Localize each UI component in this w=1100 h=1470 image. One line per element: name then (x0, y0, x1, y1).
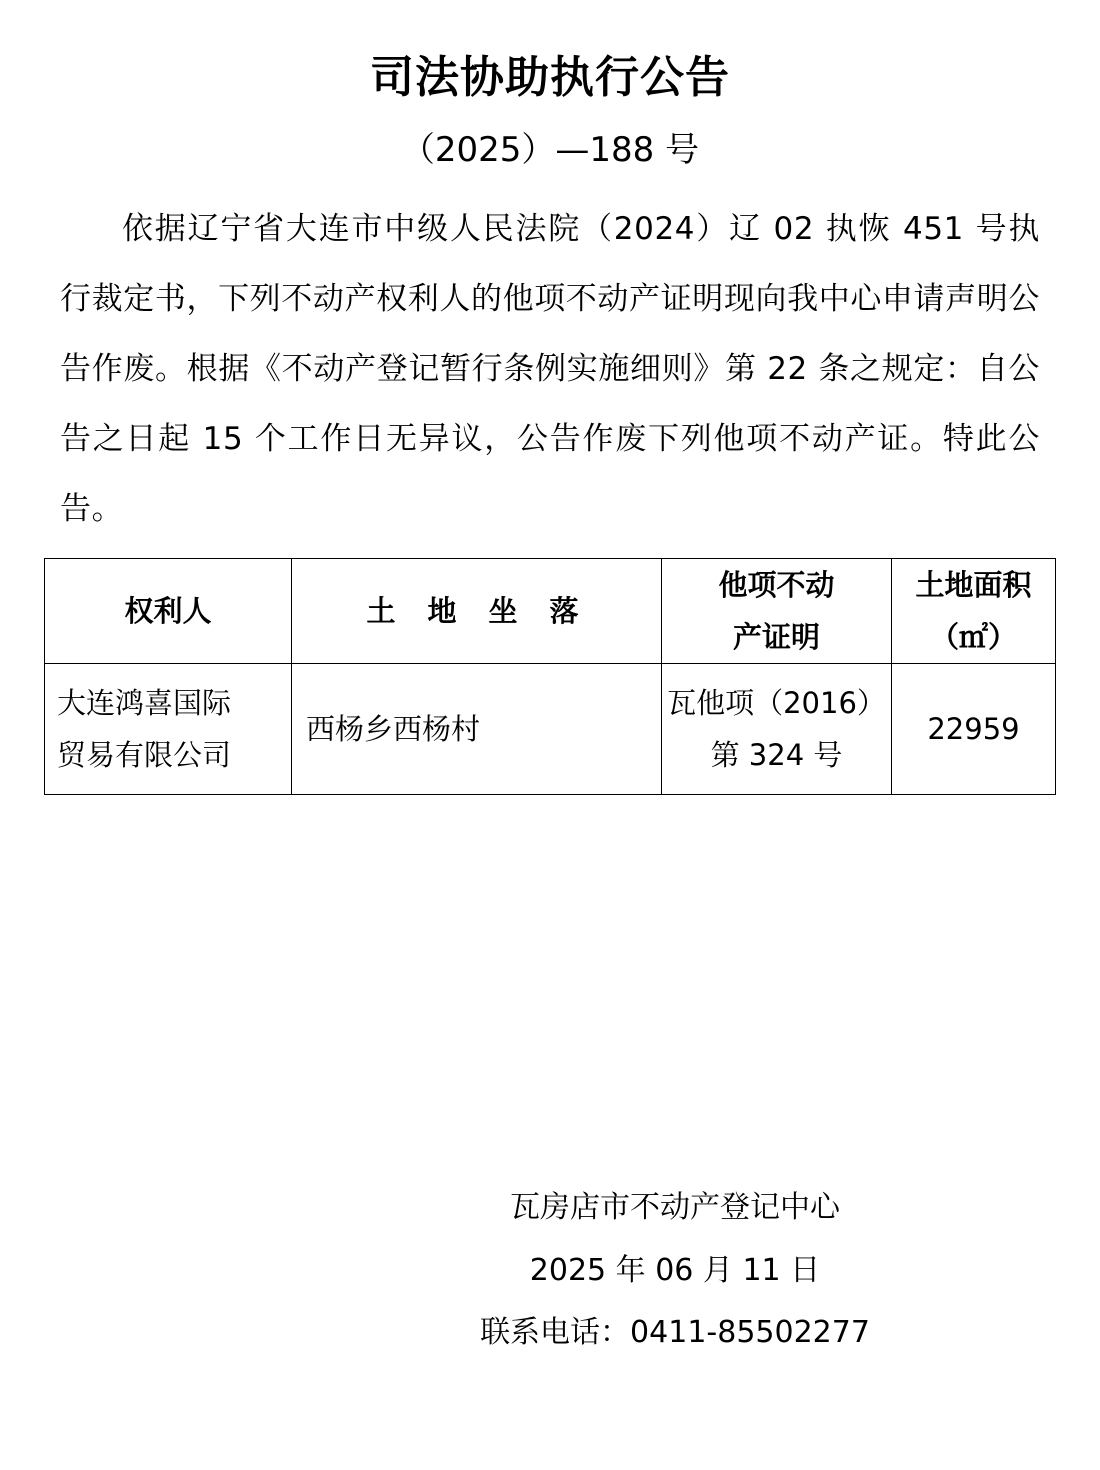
certificate-line1: 瓦他项（2016） (667, 686, 886, 720)
footer-phone: 联系电话：0411-85502277 (480, 1315, 870, 1350)
header-holder: 权利人 (45, 559, 292, 664)
cell-certificate (662, 664, 892, 795)
table-header-row (45, 559, 1056, 664)
holder-line2: 贸易有限公司 (57, 738, 232, 772)
property-table (44, 558, 1056, 795)
header-certificate-line1: 他项不动 (718, 568, 835, 602)
cell-holder (45, 664, 292, 795)
header-certificate (662, 559, 892, 664)
footer-organization: 瓦房店市不动产登记中心 (510, 1190, 840, 1225)
footer-date: 2025 年 06 月 11 日 (529, 1253, 821, 1288)
notice-body: 依据辽宁省大连市中级人民法院（2024）辽 02 执恢 451 号执行裁定书，下列不动产权利人的他项不动产证明现向我中心申请声明公告作废。根据《不动产登记暂行条例实施细则》第 22 条之规定：自公告之日起 15 个工作日无异议，公告作废下列他项不动产证。特此公告。 (60, 211, 1040, 527)
notice-title: 司法协助执行公告 (370, 52, 730, 103)
notice-number: （2025）—188 号 (400, 130, 700, 170)
header-area-unit: （㎡） (929, 620, 1017, 654)
cell-area: 22959 (892, 664, 1056, 795)
header-certificate-line2: 产证明 (732, 620, 820, 654)
certificate-line2: 第 324 号 (710, 738, 843, 772)
cell-location: 西杨乡西杨村 (292, 664, 662, 795)
header-area-line1: 土地面积 (915, 568, 1032, 602)
header-location: 土地坐落 (292, 559, 662, 664)
holder-line1: 大连鸿喜国际 (57, 686, 232, 720)
header-area (892, 559, 1056, 664)
table-row (45, 664, 1056, 795)
